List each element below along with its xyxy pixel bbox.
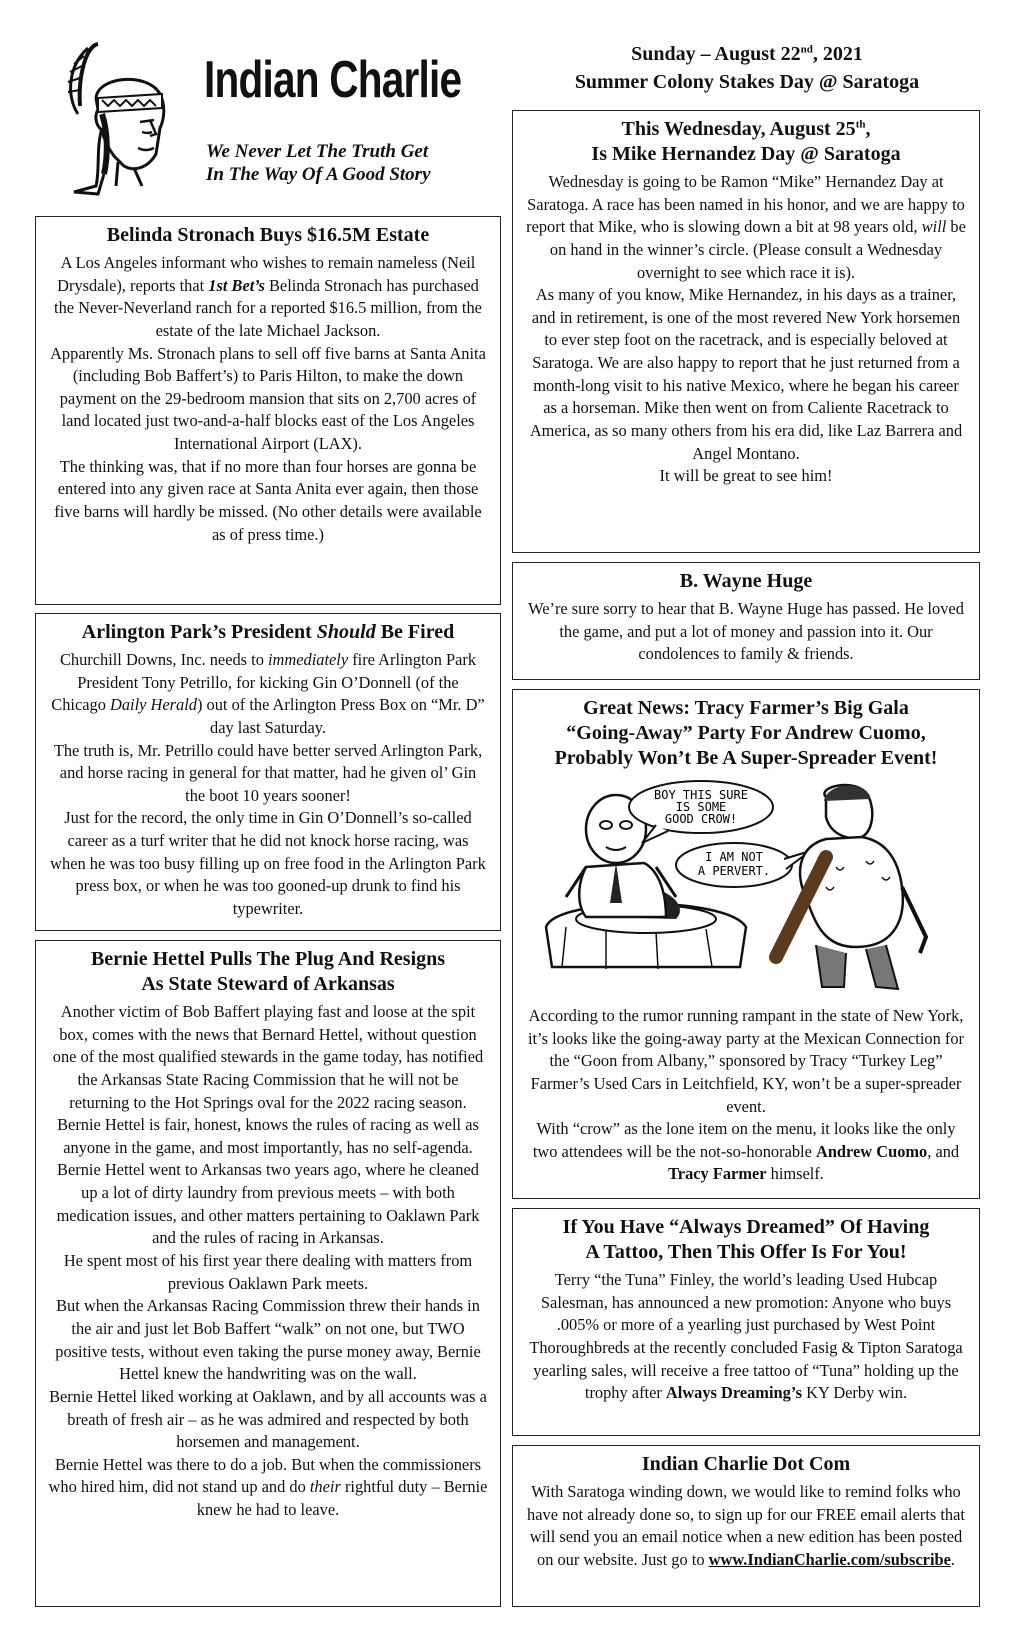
paragraph: Terry “the Tuna” Finley, the world’s leading Used Hubcap Salesman, has announced a new promotion: Anyone who buys .005% or more of a yearling just purchased by West Point Thoroughbreds at the recently concluded Fasig & Tipton Saratoga yearling sales, will receive a free tattoo of “Tuna” holding up the trophy after Always Dreaming’s KY Derby win. <box>529 1270 963 1403</box>
article-body <box>48 649 488 921</box>
article-hettel <box>35 940 501 1607</box>
paragraph: Bernie Hettel was there to do a job. But when the commissioners who hired him, did not stand up and do their rightful duty – Bernie knew he had to leave. <box>48 1454 488 1520</box>
paragraph: According to the rumor running rampant in the state of New York, it’s looks like the going-away party at the Mexican Connection for the “Goon from Albany,” sponsored by Tracy “Turkey Leg” Farmer’s Used Cars in Leitchfield, KY, won’t be a super-spreader event. <box>527 1006 965 1116</box>
article-body <box>525 598 967 666</box>
paragraph: He spent most of his first year there dealing with matters from previous Oaklawn Park meets. <box>63 1251 473 1293</box>
paragraph: Bernie Hettel liked working at Oaklawn, and by all accounts was a breath of fresh air – as he was admired and respected by both horsemen and management. <box>49 1386 487 1452</box>
paragraph: The thinking was, that if no more than four horses are gonna be entered into any given race at Santa Anita ever again, then those five barns will hardly be missed. (No other details were available as of press time.) <box>54 456 482 544</box>
paragraph: We’re sure sorry to hear that B. Wayne Huge has passed. He loved the game, and put a lot of money and passion into it. Our condolences to family & friends. <box>528 599 964 664</box>
article-huge <box>512 562 980 680</box>
subscribe-link[interactable]: www.IndianCharlie.com/subscribe <box>708 1549 951 1569</box>
article-title: Great News: Tracy Farmer’s Big Gala “Going-Away” Party For Andrew Cuomo, Probably Won’t Be A Super-Spreader Event! <box>554 697 938 769</box>
article-stronach <box>35 216 501 605</box>
issue-event: Summer Colony Stakes Day @ Saratoga <box>574 71 920 93</box>
paragraph: As many of you know, Mike Hernandez, in his days as a trainer, and in retirement, is one of the most revered New York horsemen to ever step foot on the racetrack, and is especially beloved at Saratoga. We are also happy to report that he just returned from a month-long visit to his native Mexico, where he began his career as a horseman. Mike then went on from Caliente Racetrack to America, as so many others from his era did, like Laz Barrera and Angel Montano. <box>529 285 963 463</box>
article-hernandez <box>512 110 980 553</box>
article-title: Arlington Park’s President Should Be Fired <box>81 621 455 643</box>
masthead <box>38 36 508 206</box>
article-title: B. Wayne Huge <box>679 570 813 592</box>
article-dotcom <box>512 1445 980 1607</box>
paragraph: Churchill Downs, Inc. needs to immediately fire Arlington Park President Tony Petrillo, for kicking Gin O’Donnell (of the Chicago Daily Herald) out of the Arlington Press Box on “Mr. D” day last Saturday. <box>51 650 485 737</box>
paragraph: But when the Arkansas Racing Commission threw their hands in the air and just let Bob Baffert “walk” on not one, but TWO positive tests, without even taking the purse money away, Bernie Hettel knew the handwriting was on the wall. <box>55 1296 481 1384</box>
bubble-text-1a: BOY THIS SURE <box>654 788 748 802</box>
tagline-line-2: In The Way Of A Good Story <box>206 164 431 186</box>
article-gala <box>512 689 980 1199</box>
article-arlington <box>35 613 501 931</box>
article-body <box>48 1001 488 1522</box>
bubble-text-2b: A PERVERT. <box>697 864 771 878</box>
paragraph: Wednesday is going to be Ramon “Mike” Hernandez Day at Saratoga. A race has been named in his honor, and we are happy to report that Mike, who is slowing down a bit at 98 years old, will be on hand in the winner’s circle. (Please consult a Wednesday overnight to see which race it is). <box>526 172 966 282</box>
dateline <box>512 40 982 96</box>
paragraph: With Saratoga winding down, we would like to remind folks who have not already done so, to sign up for our FREE email alerts that will send you an email notice when a new edition has been posted on our website. Just go to www.IndianCharlie.com/subscribe. <box>527 1482 965 1569</box>
bubble-text-2a: I AM NOT <box>705 850 763 864</box>
article-body <box>525 1269 967 1405</box>
issue-date: Sunday – August 22nd, 2021 <box>631 43 863 65</box>
article-body <box>525 1481 967 1572</box>
paragraph: A Los Angeles informant who wishes to remain nameless (Neil Drysdale), reports that 1st Bet’s Belinda Stronach has purchased the Never-Neverland ranch for a reported $16.5 million, from the estate of the late Michael Jackson. <box>54 253 482 340</box>
paragraph: Bernie Hettel is fair, honest, knows the rules of racing as well as anyone in the game, and most importantly, has no self-agenda. Bernie Hettel went to Arkansas two years ago, where he cleaned up a lot of dirty laundry from previous meets – with both medication issues, and other matters pertaining to Oaklawn Park and the rules of racing in Arkansas. <box>56 1115 480 1248</box>
paragraph: The truth is, Mr. Petrillo could have better served Arlington Park, and horse racing in general for that matter, had he given ol’ Gin the boot 10 years sooner! <box>53 740 483 805</box>
paragraph: With “crow” as the lone item on the menu, it looks like the only two attendees will be the not-so-honorable Andrew Cuomo, and Tracy Farmer himself. <box>532 1119 960 1184</box>
paragraph: It will be great to see him! <box>659 466 833 486</box>
bubble-text-1c: GOOD CROW! <box>664 812 738 826</box>
article-tattoo <box>512 1208 980 1436</box>
article-body <box>525 171 967 488</box>
article-body <box>525 1005 967 1186</box>
indian-head-logo-icon <box>38 36 188 196</box>
cartoon-illustration <box>526 777 966 997</box>
tagline-line-1: We Never Let The Truth Get <box>206 141 429 162</box>
article-title: If You Have “Always Dreamed” Of Having A Tattoo, Then This Offer Is For You! <box>562 1216 930 1263</box>
article-title: Bernie Hettel Pulls The Plug And Resigns As State Steward of Arkansas <box>90 948 446 995</box>
article-title: This Wednesday, August 25th, Is Mike Hernandez Day @ Saratoga <box>591 118 901 165</box>
masthead-title: Indian Charlie <box>204 51 462 109</box>
masthead-tagline <box>206 140 431 186</box>
article-title: Indian Charlie Dot Com <box>641 1453 851 1475</box>
article-title: Belinda Stronach Buys $16.5M Estate <box>106 224 430 246</box>
bubble-text-1b: IS SOME <box>675 800 727 814</box>
paragraph: Just for the record, the only time in Gin O’Donnell’s so-called career as a turf writer that he did not knock horse racing, was when he was too busy filling up on free food in the Arlington Park press box, or when he was too gooned-up drunk to find his typewriter. <box>50 808 486 919</box>
paragraph: Apparently Ms. Stronach plans to sell off five barns at Santa Anita (including Bob Baffert’s) to Paris Hilton, to make the down payment on the 29-bedroom mansion that sits on 2,700 acres of land located just two-and-a-half blocks east of the Los Angeles International Airport (LAX). <box>50 343 486 454</box>
paragraph: Another victim of Bob Baffert playing fast and loose at the spit box, comes with the news that Bernard Hettel, without question one of the most qualified stewards in the game today, has notified the Arkansas State Racing Commission that he will not be returning to the Hot Springs oval for the 2022 racing season. <box>52 1002 484 1112</box>
article-body <box>48 252 488 546</box>
